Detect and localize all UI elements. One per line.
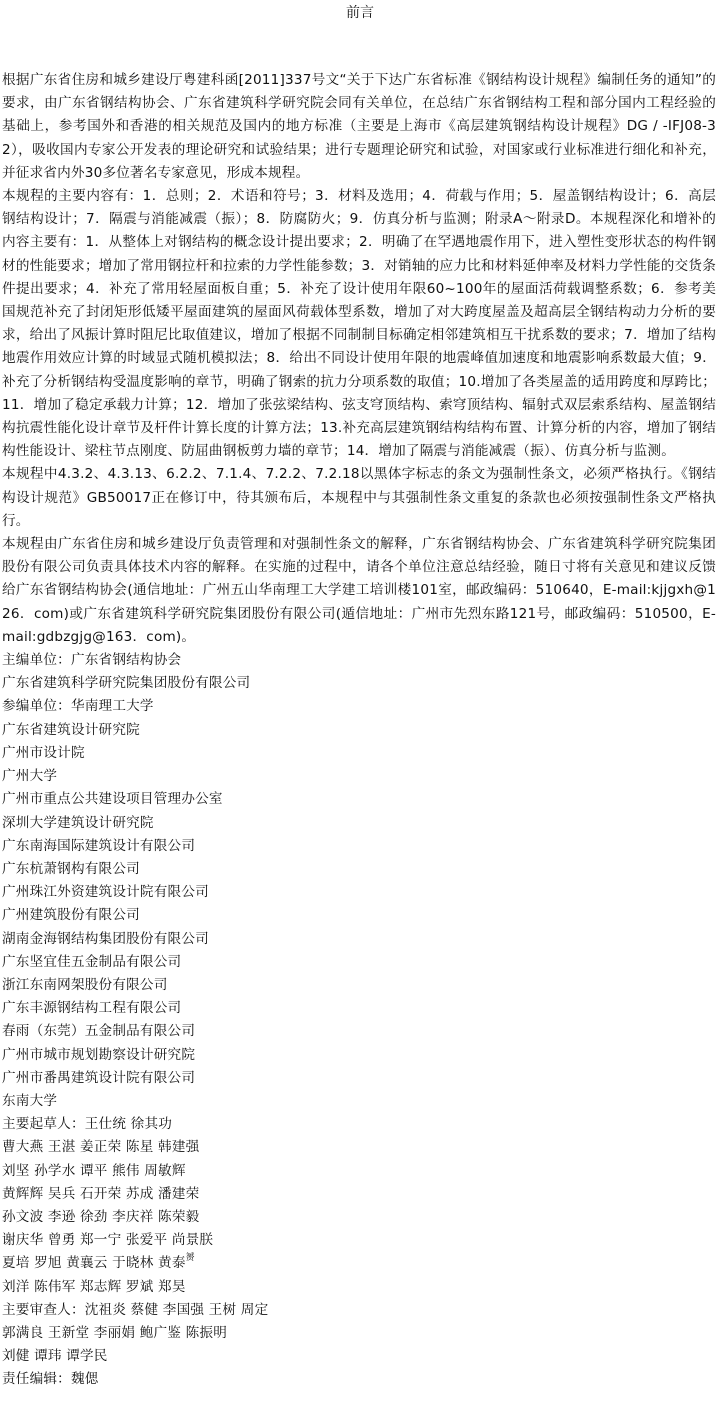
participating-unit: 广州市设计院 <box>2 744 85 761</box>
paragraph-contents: 本规程的主要内容有：1．总则；2．术语和符号；3．材料及选用；4．荷载与作用；5．屋盖钢结构设计；6．高层钢结构设计；7．隔震与消能减震（振）；8．防腐防火；9．仿真分析与监测；附录A～附录D。本规程深化和增补的内容主要有：1．从整体上对钢结构的概念设计提出要求；2．明确了在罕遇地震作用下，进入塑性变形状态的构件钢材的性能要求；增加了常用钢拉杆和拉索的力学性能参数；3．对销轴的应力比和材料延伸率及材料力学性能的交货条件提出要求；4．补充了常用轻屋面板自重；5．补充了设计使用年限60~100年的屋面活荷载调整系数；6．参考美国规范补充了封闭矩形低矮平屋面建筑的屋面风荷载体型系数，增加了对大跨度屋盖及超高层全钢结构动力分析的要求，给出了风振计算时阻尼比取值建议，增加了根据不同制制目标确定相邻建筑相互干扰系数的要求；7．增加了结构地震作用效应计算的时域显式随机模拟法；8．给出不同设计使用年限的地震峰值加速度和地震影响系数最大值；9．补充了分析钢结构受温度影响的章节，明确了钢索的抗力分项系数的取值；10.增加了各类屋盖的适用跨度和厚跨比；11．增加了稳定承载力计算；12．增加了张弦梁结构、弦支穹顶结构、索穹顶结构、辐射式双层索系结构、屋盖钢结构抗震性能化设计章节及杆件计算长度的计算方法；13.补充高层建筑钢结构结构布置、计算分析的内容，增加了钢结构性能设计、梁柱节点刚度、防屈曲钢板剪力墙的章节；14．增加了隔震与消能减震（振）、仿真分析与监测。 <box>2 188 716 460</box>
drafter-names: 刘洋 陈伟军 郑志辉 罗斌 郑昊 <box>2 1278 186 1295</box>
participating-unit: 广州市番禺建筑设计院有限公司 <box>2 1069 196 1086</box>
drafter-names-text: 夏培 罗旭 黄襄云 于晓林 黄泰 <box>2 1255 186 1272</box>
participating-unit: 广州市重点公共建设项目管理办公室 <box>2 791 223 808</box>
drafter-names: 孙文波 李逊 徐劲 李庆祥 陈荣毅 <box>2 1208 200 1225</box>
participating-unit: 深圳大学建筑设计研究院 <box>2 814 154 831</box>
participating-unit: 春雨（东莞）五金制品有限公司 <box>2 1023 196 1040</box>
participating-unit: 广州建筑股份有限公司 <box>2 907 140 924</box>
participating-unit: 广东杭萧钢构有限公司 <box>2 860 140 877</box>
drafter-names: 谢庆华 曾勇 郑一宁 张爱平 尚景朕 <box>2 1232 214 1249</box>
reviewer-names: 郭满良 王新堂 李丽娟 鲍广鉴 陈振明 <box>2 1324 227 1341</box>
drafter-names: 刘坚 孙学水 谭平 熊伟 周敏辉 <box>2 1162 186 1179</box>
drafter-names <box>2 1252 716 1275</box>
responsible-editor: 责任编辑：魏偲 <box>2 1371 99 1388</box>
paragraph-mandatory: 本规程中4.3.2、4.3.13、6.2.2、7.1.4、7.2.2、7.2.18以黑体字标志的条文为强制性条文，必须严格执行。《钢结构设计规范》GB50017正在修订中，待其颁布后，本规程中与其强制性条文重复的条款也必须按强制性条文严格执行。 <box>2 466 716 529</box>
drafter-names: 曹大燕 王湛 姜正荣 陈星 韩建强 <box>2 1139 200 1156</box>
participating-unit: 广东南海国际建筑设计有限公司 <box>2 837 196 854</box>
main-reviewers: 主要审查人：沈祖炎 蔡健 李国强 王树 周定 <box>2 1301 269 1318</box>
participating-unit: 湖南金海钢结构集团股份有限公司 <box>2 930 209 947</box>
participating-unit: 浙江东南网架股份有限公司 <box>2 976 168 993</box>
superscript-char: 赟 <box>185 1253 195 1264</box>
reviewer-names: 刘健 谭玮 谭学民 <box>2 1348 108 1365</box>
chief-editor-unit-2: 广东省建筑科学研究院集团股份有限公司 <box>2 675 251 692</box>
document-body <box>2 69 716 1392</box>
drafter-names: 黄辉辉 吴兵 石开荣 苏成 潘建荣 <box>2 1185 200 1202</box>
participating-unit: 广州市城市规划勘察设计研究院 <box>2 1046 196 1063</box>
participating-unit: 广东省建筑设计研究院 <box>2 721 140 738</box>
participating-unit: 参编单位：华南理工大学 <box>2 698 154 715</box>
participating-unit: 广州大学 <box>2 768 58 785</box>
participating-unit: 广东丰源钢结构工程有限公司 <box>2 1000 182 1017</box>
participating-unit: 广东坚宜佳五金制品有限公司 <box>2 953 182 970</box>
main-drafters: 主要起草人：王仕统 徐其功 <box>2 1116 173 1133</box>
participating-unit: 广州珠江外资建筑设计院有限公司 <box>2 884 209 901</box>
paragraph-management: 本规程由广东省住房和城乡建设厅负责管理和对强制性条文的解释，广东省钢结构协会、广东省建筑科学研究院集团股份有限公司负责具体技术内容的解释。在实施的过程中，请各个单位注意总结经验，随日寸将有关意见和建议反馈给广东省钢结构协会(通信地址：广州五山华南理工大学建工培训楼101室，邮政编码：510640，E-mail:kjjgxh@126．com)或广东省建筑科学研究院集团股份有限公司(遁信地址：广州市先烈东路121号，邮政编码：510500，E-mail:gdbzgjg@163．com)。 <box>2 536 716 645</box>
participating-unit: 东南大学 <box>2 1092 58 1109</box>
page-title: 前言 <box>346 5 374 21</box>
paragraph-basis: 根据广东省住房和城乡建设厅粤建科函[2011]337号文“关于下达广东省标准《钢结构设计规程》编制任务的通知”的要求，由广东省钢结构协会、广东省建筑科学研究院会同有关单位，在总结广东省钢结构工程和部分国内工程经验的基础上，参考国外和香港的相关规范及国内的地方标准（主要是上海市《高层建筑钢结构设计规程》DG / -IFJ08-32），吸收国内专家公开发表的理论研究和试验结果；进行专题理论研究和试验，对国家或行业标准进行细化和补充，并征求省内外30多位著名专家意见，形成本规程。 <box>2 72 716 181</box>
chief-editor-unit: 主编单位：广东省钢结构协会 <box>2 652 182 669</box>
